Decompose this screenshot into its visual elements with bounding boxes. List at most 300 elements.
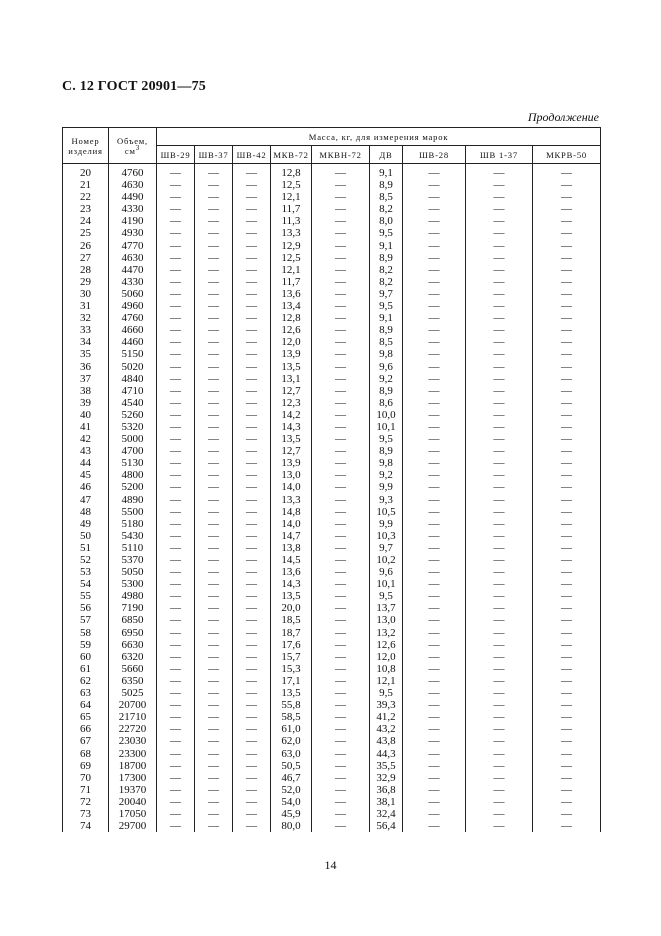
cell-volume: 21710 [109, 711, 157, 723]
cell-volume: 4890 [109, 494, 157, 506]
table-row [63, 348, 601, 360]
cell-mass-mkv72: 13,3 [271, 494, 312, 506]
cell-item-number: 64 [63, 699, 109, 711]
cell-mass-dv: 32,9 [370, 772, 403, 784]
cell-empty: — [195, 252, 233, 264]
cell-volume: 5020 [109, 361, 157, 373]
cell-empty: — [233, 808, 271, 820]
cell-mass-mkv72: 12,9 [271, 240, 312, 252]
table-row [63, 554, 601, 566]
continuation-label: Продолжение [527, 110, 599, 124]
cell-volume: 17050 [109, 808, 157, 820]
cell-empty: — [312, 735, 370, 747]
cell-empty: — [533, 494, 601, 506]
cell-empty: — [312, 494, 370, 506]
header-volume-unit-sup: 3 [135, 143, 141, 152]
table-row [63, 240, 601, 252]
cell-mass-dv: 35,5 [370, 760, 403, 772]
cell-empty: — [533, 191, 601, 203]
cell-empty: — [403, 276, 466, 288]
cell-empty: — [312, 445, 370, 457]
cell-mass-mkv72: 12,0 [271, 336, 312, 348]
table-row [63, 191, 601, 203]
cell-empty: — [233, 481, 271, 493]
cell-empty: — [533, 651, 601, 663]
cell-empty: — [312, 433, 370, 445]
cell-empty: — [466, 300, 533, 312]
cell-item-number: 32 [63, 312, 109, 324]
cell-empty: — [466, 397, 533, 409]
cell-empty: — [466, 614, 533, 626]
cell-empty: — [403, 164, 466, 180]
cell-empty: — [312, 651, 370, 663]
cell-empty: — [312, 164, 370, 180]
cell-mass-mkv72: 12,6 [271, 324, 312, 336]
cell-empty: — [466, 808, 533, 820]
cell-empty: — [533, 639, 601, 651]
cell-empty: — [157, 457, 195, 469]
cell-empty: — [233, 373, 271, 385]
cell-empty: — [466, 723, 533, 735]
cell-empty: — [533, 324, 601, 336]
cell-item-number: 71 [63, 784, 109, 796]
cell-empty: — [195, 748, 233, 760]
cell-item-number: 43 [63, 445, 109, 457]
cell-volume: 4540 [109, 397, 157, 409]
cell-empty: — [403, 421, 466, 433]
cell-mass-mkv72: 14,5 [271, 554, 312, 566]
cell-empty: — [466, 264, 533, 276]
cell-mass-dv: 9,8 [370, 457, 403, 469]
cell-mass-dv: 38,1 [370, 796, 403, 808]
cell-empty: — [195, 288, 233, 300]
cell-volume: 23300 [109, 748, 157, 760]
table-row [63, 397, 601, 409]
cell-item-number: 46 [63, 481, 109, 493]
cell-empty: — [312, 687, 370, 699]
table-row [63, 457, 601, 469]
cell-empty: — [466, 324, 533, 336]
cell-empty: — [233, 760, 271, 772]
cell-empty: — [195, 627, 233, 639]
cell-empty: — [233, 506, 271, 518]
table-row [63, 227, 601, 239]
cell-empty: — [157, 554, 195, 566]
cell-empty: — [157, 324, 195, 336]
cell-mass-dv: 8,2 [370, 203, 403, 215]
cell-empty: — [312, 203, 370, 215]
cell-mass-mkv72: 14,3 [271, 421, 312, 433]
cell-empty: — [233, 820, 271, 832]
cell-empty: — [466, 735, 533, 747]
cell-empty: — [157, 240, 195, 252]
cell-empty: — [403, 240, 466, 252]
cell-item-number: 29 [63, 276, 109, 288]
cell-empty: — [195, 336, 233, 348]
cell-empty: — [157, 481, 195, 493]
cell-empty: — [233, 699, 271, 711]
cell-item-number: 28 [63, 264, 109, 276]
cell-mass-mkv72: 12,5 [271, 179, 312, 191]
cell-item-number: 37 [63, 373, 109, 385]
cell-empty: — [466, 796, 533, 808]
cell-mass-mkv72: 12,1 [271, 191, 312, 203]
cell-empty: — [157, 748, 195, 760]
cell-empty: — [533, 687, 601, 699]
cell-empty: — [233, 772, 271, 784]
cell-empty: — [466, 179, 533, 191]
cell-empty: — [466, 554, 533, 566]
cell-empty: — [466, 385, 533, 397]
cell-mass-dv: 10,3 [370, 530, 403, 542]
cell-item-number: 56 [63, 602, 109, 614]
cell-empty: — [466, 639, 533, 651]
cell-empty: — [157, 590, 195, 602]
cell-empty: — [157, 723, 195, 735]
cell-empty: — [233, 530, 271, 542]
table-row [63, 760, 601, 772]
table-row [63, 300, 601, 312]
cell-mass-dv: 9,6 [370, 566, 403, 578]
cell-empty: — [233, 397, 271, 409]
cell-empty: — [312, 808, 370, 820]
cell-empty: — [466, 469, 533, 481]
cell-empty: — [195, 687, 233, 699]
cell-empty: — [533, 336, 601, 348]
cell-empty: — [312, 530, 370, 542]
cell-empty: — [312, 602, 370, 614]
cell-item-number: 67 [63, 735, 109, 747]
header-brand: МКВН-72 [312, 146, 370, 164]
table-row [63, 796, 601, 808]
table-row [63, 373, 601, 385]
cell-volume: 6850 [109, 614, 157, 626]
cell-mass-dv: 13,0 [370, 614, 403, 626]
cell-empty: — [533, 164, 601, 180]
table-row [63, 409, 601, 421]
table-row [63, 542, 601, 554]
cell-empty: — [533, 288, 601, 300]
cell-empty: — [312, 312, 370, 324]
cell-empty: — [157, 566, 195, 578]
cell-mass-dv: 39,3 [370, 699, 403, 711]
cell-empty: — [403, 772, 466, 784]
cell-mass-mkv72: 13,5 [271, 361, 312, 373]
cell-mass-mkv72: 52,0 [271, 784, 312, 796]
cell-empty: — [466, 663, 533, 675]
table-row [63, 518, 601, 530]
table-row [63, 336, 601, 348]
cell-volume: 4980 [109, 590, 157, 602]
table-row [63, 711, 601, 723]
cell-empty: — [233, 240, 271, 252]
cell-empty: — [312, 179, 370, 191]
cell-empty: — [195, 723, 233, 735]
cell-empty: — [233, 312, 271, 324]
cell-empty: — [466, 760, 533, 772]
cell-empty: — [403, 518, 466, 530]
cell-empty: — [466, 506, 533, 518]
cell-empty: — [466, 518, 533, 530]
cell-empty: — [157, 772, 195, 784]
cell-item-number: 47 [63, 494, 109, 506]
cell-empty: — [312, 699, 370, 711]
cell-mass-dv: 8,2 [370, 276, 403, 288]
cell-mass-dv: 41,2 [370, 711, 403, 723]
cell-empty: — [233, 590, 271, 602]
table-row [63, 324, 601, 336]
cell-empty: — [195, 735, 233, 747]
cell-empty: — [466, 373, 533, 385]
cell-empty: — [195, 796, 233, 808]
cell-item-number: 74 [63, 820, 109, 832]
cell-mass-dv: 9,2 [370, 469, 403, 481]
cell-empty: — [233, 203, 271, 215]
cell-empty: — [157, 530, 195, 542]
cell-item-number: 55 [63, 590, 109, 602]
cell-empty: — [233, 336, 271, 348]
cell-empty: — [195, 542, 233, 554]
cell-item-number: 72 [63, 796, 109, 808]
cell-empty: — [233, 445, 271, 457]
cell-empty: — [233, 324, 271, 336]
cell-empty: — [403, 627, 466, 639]
cell-empty: — [403, 361, 466, 373]
cell-empty: — [195, 494, 233, 506]
cell-empty: — [533, 445, 601, 457]
cell-empty: — [403, 288, 466, 300]
cell-empty: — [233, 191, 271, 203]
cell-empty: — [312, 469, 370, 481]
cell-empty: — [466, 348, 533, 360]
cell-mass-dv: 12,1 [370, 675, 403, 687]
cell-mass-dv: 9,5 [370, 433, 403, 445]
cell-item-number: 53 [63, 566, 109, 578]
cell-empty: — [403, 312, 466, 324]
cell-empty: — [312, 348, 370, 360]
cell-empty: — [466, 566, 533, 578]
cell-mass-mkv72: 14,7 [271, 530, 312, 542]
cell-mass-mkv72: 61,0 [271, 723, 312, 735]
cell-item-number: 24 [63, 215, 109, 227]
header-brand: МКВ-72 [271, 146, 312, 164]
cell-empty: — [403, 385, 466, 397]
cell-empty: — [195, 566, 233, 578]
table-row [63, 288, 601, 300]
cell-empty: — [466, 312, 533, 324]
cell-empty: — [195, 348, 233, 360]
cell-empty: — [157, 796, 195, 808]
cell-empty: — [466, 675, 533, 687]
cell-empty: — [157, 421, 195, 433]
cell-empty: — [533, 373, 601, 385]
cell-empty: — [466, 288, 533, 300]
cell-empty: — [157, 397, 195, 409]
cell-empty: — [533, 627, 601, 639]
table-row [63, 481, 601, 493]
cell-empty: — [533, 711, 601, 723]
cell-empty: — [466, 784, 533, 796]
cell-empty: — [466, 578, 533, 590]
cell-empty: — [157, 300, 195, 312]
cell-empty: — [233, 164, 271, 180]
cell-empty: — [233, 675, 271, 687]
cell-empty: — [466, 772, 533, 784]
cell-mass-mkv72: 12,5 [271, 252, 312, 264]
cell-empty: — [157, 687, 195, 699]
cell-empty: — [312, 409, 370, 421]
cell-empty: — [533, 772, 601, 784]
cell-empty: — [195, 300, 233, 312]
cell-empty: — [466, 445, 533, 457]
cell-volume: 4630 [109, 252, 157, 264]
cell-empty: — [466, 530, 533, 542]
cell-empty: — [157, 651, 195, 663]
cell-empty: — [233, 494, 271, 506]
cell-empty: — [195, 227, 233, 239]
cell-item-number: 23 [63, 203, 109, 215]
cell-mass-dv: 32,4 [370, 808, 403, 820]
cell-empty: — [312, 627, 370, 639]
header-item-number: Номер изделия [63, 128, 109, 164]
cell-empty: — [157, 614, 195, 626]
cell-empty: — [233, 784, 271, 796]
cell-empty: — [403, 397, 466, 409]
cell-empty: — [233, 361, 271, 373]
cell-mass-dv: 10,5 [370, 506, 403, 518]
cell-empty: — [466, 276, 533, 288]
cell-empty: — [403, 373, 466, 385]
cell-empty: — [312, 227, 370, 239]
cell-empty: — [195, 639, 233, 651]
table-row [63, 687, 601, 699]
cell-empty: — [157, 409, 195, 421]
cell-item-number: 36 [63, 361, 109, 373]
cell-volume: 4710 [109, 385, 157, 397]
cell-empty: — [233, 723, 271, 735]
cell-empty: — [533, 312, 601, 324]
cell-empty: — [195, 530, 233, 542]
header-brand: ДВ [370, 146, 403, 164]
cell-empty: — [157, 542, 195, 554]
cell-empty: — [157, 469, 195, 481]
cell-empty: — [312, 518, 370, 530]
cell-empty: — [312, 324, 370, 336]
table-row [63, 203, 601, 215]
cell-empty: — [233, 433, 271, 445]
cell-empty: — [195, 675, 233, 687]
cell-empty: — [533, 397, 601, 409]
cell-empty: — [195, 614, 233, 626]
cell-empty: — [157, 179, 195, 191]
cell-empty: — [533, 614, 601, 626]
cell-volume: 5660 [109, 663, 157, 675]
table-row [63, 469, 601, 481]
cell-empty: — [403, 675, 466, 687]
cell-volume: 4770 [109, 240, 157, 252]
cell-empty: — [233, 288, 271, 300]
cell-empty: — [233, 385, 271, 397]
table-row [63, 264, 601, 276]
cell-empty: — [157, 264, 195, 276]
cell-volume: 4760 [109, 312, 157, 324]
cell-empty: — [195, 385, 233, 397]
cell-empty: — [533, 252, 601, 264]
cell-empty: — [157, 215, 195, 227]
cell-mass-dv: 9,9 [370, 518, 403, 530]
data-table [62, 127, 601, 832]
cell-mass-mkv72: 17,6 [271, 639, 312, 651]
cell-mass-mkv72: 12,7 [271, 445, 312, 457]
header-volume [109, 128, 157, 164]
cell-empty: — [403, 457, 466, 469]
cell-empty: — [233, 748, 271, 760]
cell-mass-mkv72: 11,7 [271, 203, 312, 215]
table-row [63, 820, 601, 832]
cell-empty: — [533, 675, 601, 687]
cell-item-number: 27 [63, 252, 109, 264]
cell-empty: — [403, 566, 466, 578]
cell-empty: — [533, 276, 601, 288]
cell-mass-dv: 13,2 [370, 627, 403, 639]
cell-empty: — [533, 663, 601, 675]
cell-item-number: 25 [63, 227, 109, 239]
cell-empty: — [312, 542, 370, 554]
cell-volume: 5200 [109, 481, 157, 493]
cell-empty: — [195, 421, 233, 433]
cell-mass-dv: 43,2 [370, 723, 403, 735]
table-row [63, 772, 601, 784]
cell-empty: — [312, 240, 370, 252]
cell-volume: 5180 [109, 518, 157, 530]
cell-mass-mkv72: 13,8 [271, 542, 312, 554]
cell-empty: — [157, 699, 195, 711]
cell-empty: — [403, 614, 466, 626]
cell-mass-dv: 8,5 [370, 191, 403, 203]
cell-volume: 5150 [109, 348, 157, 360]
cell-empty: — [533, 542, 601, 554]
header-brand: МКРВ-50 [533, 146, 601, 164]
cell-mass-mkv72: 45,9 [271, 808, 312, 820]
cell-volume: 4190 [109, 215, 157, 227]
cell-empty: — [157, 518, 195, 530]
cell-empty: — [533, 748, 601, 760]
cell-volume: 5025 [109, 687, 157, 699]
cell-empty: — [403, 723, 466, 735]
cell-empty: — [533, 203, 601, 215]
cell-empty: — [233, 457, 271, 469]
cell-empty: — [233, 614, 271, 626]
cell-empty: — [466, 361, 533, 373]
cell-empty: — [195, 397, 233, 409]
cell-empty: — [403, 820, 466, 832]
cell-mass-mkv72: 12,1 [271, 264, 312, 276]
cell-item-number: 54 [63, 578, 109, 590]
cell-volume: 5110 [109, 542, 157, 554]
table-row [63, 276, 601, 288]
cell-empty: — [403, 530, 466, 542]
cell-volume: 17300 [109, 772, 157, 784]
table-row [63, 748, 601, 760]
table-row [63, 566, 601, 578]
cell-empty: — [157, 578, 195, 590]
cell-empty: — [533, 566, 601, 578]
cell-empty: — [466, 687, 533, 699]
header-volume-label: Объем, см [116, 135, 148, 156]
cell-empty: — [466, 602, 533, 614]
table-row [63, 699, 601, 711]
cell-empty: — [195, 264, 233, 276]
